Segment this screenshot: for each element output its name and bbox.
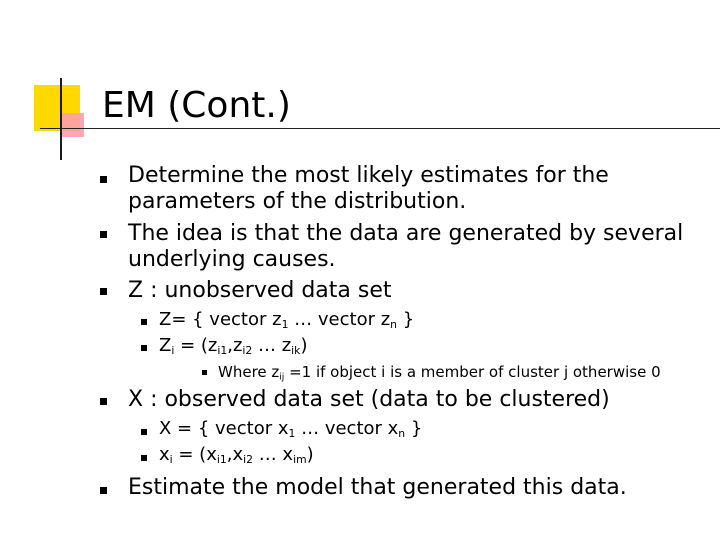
bullet-marker <box>141 429 147 435</box>
bullet-marker <box>202 370 207 375</box>
title-underline <box>40 128 720 129</box>
bullet-marker <box>141 455 147 461</box>
bullet-estimate-model: Estimate the model that generated this data. <box>128 475 627 500</box>
bullet-determine-line1: Determine the most likely estimates for the <box>128 163 609 188</box>
pink-square-decoration <box>60 113 84 137</box>
bullet-marker <box>100 176 107 183</box>
bullet-marker <box>141 345 147 351</box>
bullet-idea-line1: The idea is that the data are generated by several <box>128 221 684 246</box>
bullet-z-unobserved: Z : unobserved data set <box>128 278 392 303</box>
bullet-determine-line2: parameters of the distribution. <box>128 189 467 214</box>
vertical-rule <box>60 78 62 160</box>
x-vector-definition: X = { vector $x_1$ … vector $x_n$ } <box>159 418 423 441</box>
z-vector-definition: Z= { vector $z_1$ … vector $z_n$ } <box>159 309 415 332</box>
bullet-idea-line2: underlying causes. <box>128 247 336 272</box>
bullet-marker <box>100 487 107 494</box>
bullet-marker <box>100 398 107 405</box>
bullet-marker <box>100 231 107 238</box>
xi-definition: $x_i = (x_{i1},x_{i2}$ … $x_{im}$) <box>159 444 314 467</box>
bullet-x-observed: X : observed data set (data to be clustered) <box>128 387 610 412</box>
zij-explanation: Where $z_{ij} =1$ if object i is a member of cluster j otherwise 0 <box>218 363 661 383</box>
bullet-marker <box>141 319 147 325</box>
bullet-marker <box>100 288 107 295</box>
zi-definition: $Z_i = (z_{i1},z_{i2}$ … $z_{ik}$) <box>159 335 308 358</box>
slide-title: EM (Cont.) <box>102 85 291 126</box>
